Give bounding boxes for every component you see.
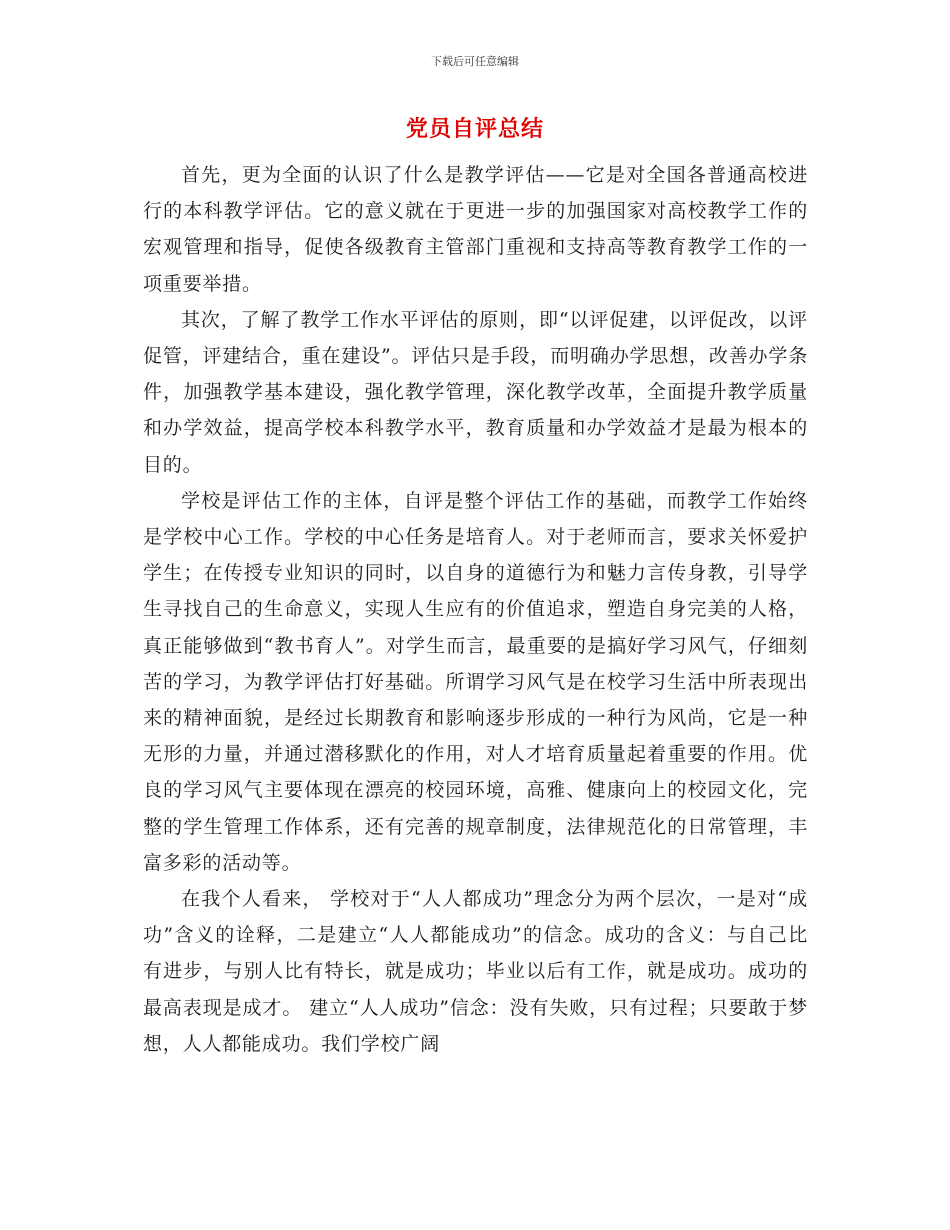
- paragraph-2: 其次，了解了教学工作水平评估的原则，即“以评促建，以评促改，以评促管，评建结合，重在建设”。评估只是手段，而明确办学思想，改善办学条件，加强教学基本建设，强化教学管理，深化教学改革，全面提升教学质量和办学效益，提高学校本科教学水平，教育质量和办学效益才是最为根本的目的。: [143, 308, 808, 476]
- document-title: 党员自评总结: [405, 117, 544, 142]
- paragraph-3: 学校是评估工作的主体，自评是整个评估工作的基础，而教学工作始终是学校中心工作。学校的中心任务是培育人。对于老师而言，要求关怀爱护学生；在传授专业知识的同时，以自身的道德行为和魅力言传身教，引导学生寻找自己的生命意义，实现人生应有的价值追求，塑造自身完美的人格，真正能够做到“教书育人”。对学生而言，最重要的是搞好学习风气，仔细刻苦的学习，为教学评估打好基础。所谓学习风气是在校学习生活中所表现出来的精神面貌，是经过长期教育和影响逐步形成的一种行为风尚，它是一种无形的力量，并通过潜移默化的作用，对人才培育质量起着重要的作用。优良的学习风气主要体现在漂亮的校园环境，高雅、健康向上的校园文化，完整的学生管理工作体系，还有完善的规章制度，法律规范化的日常管理，丰富多彩的活动等。: [143, 489, 808, 874]
- header-note: 下载后可任意编辑: [431, 55, 519, 68]
- paragraph-1: 首先，更为全面的认识了什么是教学评估——它是对全国各普通高校进行的本科教学评估。它的意义就在于更进一步的加强国家对高校教学工作的宏观管理和指导，促使各级教育主管部门重视和支持高等教育教学工作的一项重要举措。: [143, 164, 808, 295]
- paragraph-4: 在我个人看来， 学校对于“人人都成功”理念分为两个层次，一是对“成功”含义的诠释，二是建立“人人都能成功”的信念。成功的含义：与自己比有进步，与别人比有特长，就是成功；毕业以后有工作，就是成功。成功的最高表现是成才。 建立“人人成功”信念：没有失败，只有过程；只要敢于梦想，人人都能成功。我们学校广阔: [143, 888, 808, 1055]
- document-body: [143, 157, 808, 1062]
